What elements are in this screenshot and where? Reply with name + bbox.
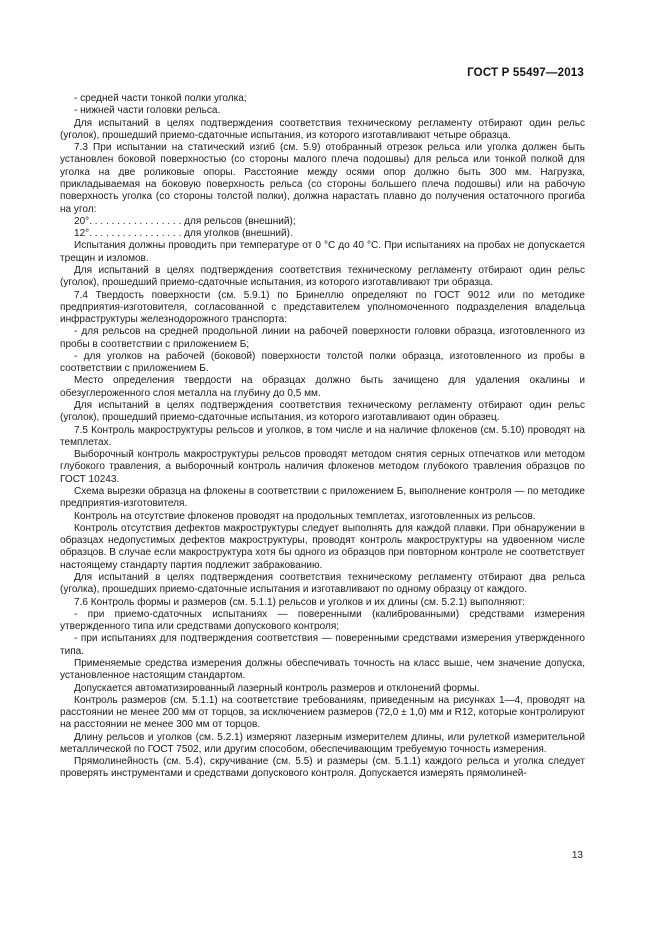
paragraph: Контроль отсутствия дефектов макроструктуры следует выполнять для каждой плавки. При обнаружении в образцах недопустимых дефектов макроструктуры, проводят контроль макроструктуры на удвоенном числе образцов. В случае если макроструктура хотя бы одного из образцов при повторном контроле не соответствует настоящему стандарту партия подлежит забракованию. (60, 522, 585, 571)
paragraph: Прямолинейность (см. 5.4), скручивание (см. 5.5) и размеры (см. 5.1.1) каждого рельса и уголка следует проверять инструментами и средствами допускового контроля. Допускается измерять прямолиней- (60, 756, 585, 780)
paragraph: Выборочный контроль макроструктуры рельсов проводят методом снятия серных отпечатков или методом глубокого травления, а выборочный контроль наличия флокенов методом глубокого травления образцов по ГОСТ 10243. (60, 449, 585, 485)
paragraph: - при испытаниях для подтверждения соответствия — поверенными средствами измерения утвержденного типа. (60, 633, 585, 657)
paragraph: 7.5 Контроль макроструктуры рельсов и уголков, в том числе и на наличие флокенов (см. 5.10) проводят на темплетах. (60, 424, 585, 448)
paragraph: 7.3 При испытании на статический изгиб (см. 5.9) отобранный отрезок рельса или уголка должен быть установлен боковой поверхностью (со стороны малого плеча подошвы) для рельса или тонкой полкой для уголка на две роликовые опоры. Расстояние между осями опор должно быть 300 мм. Нагрузка, прикладываемая на боковую поверхность рельса (со стороны большего плеча подошвы) или на рабочую поверхность уголка (со стороны толстой полки), должна нарастать плавно до получения остаточного прогиба на угол: (60, 142, 585, 215)
paragraph: 7.4 Твердость поверхности (см. 5.9.1) по Бринеллю определяют по ГОСТ 9012 или по методике предприятия-изготовителя, согласованной с представителем уполномоченного подразделения владельца инфраструктуры железнодорожного транспорта: (60, 289, 585, 326)
paragraph: Место определения твердости на образцах должно быть зачищено для удаления окалины и обезуглероженного слоя металла на глубину до 0,5 мм. (60, 375, 585, 399)
paragraph: - при приемо-сдаточных испытаниях — поверенными (калиброванными) средствами измерения утвержденного типа или средствами допускового контроля; (60, 608, 585, 633)
paragraph: Для испытаний в целях подтверждения соответствия техническому регламенту отбирают один рельс (уголок), прошедший приемо-сдаточные испытания, из которого изготавливают три образца. (60, 264, 585, 289)
paragraph: Применяемые средства измерения должны обеспечивать точность на класс выше, чем значение допуска, установленное настоящим стандартом. (60, 657, 585, 682)
paragraph: Для испытаний в целях подтверждения соответствия техническому регламенту отбирают один рельс (уголок), прошедший приемо-сдаточные испытания, из которого изготавливают один образец. (60, 400, 585, 424)
paragraph: Испытания должны проводить при температуре от 0 °С до 40 °С. При испытаниях на пробах не допускается трещин и изломов. (60, 240, 585, 264)
body-text (60, 93, 585, 781)
paragraph: 20°. . . . . . . . . . . . . . . . . для рельсов (внешний); (74, 215, 296, 227)
paragraph: 12°. . . . . . . . . . . . . . . . . для уголков (внешний). (74, 228, 293, 240)
paragraph: - средней части тонкой полки уголка; (74, 93, 247, 104)
paragraph: - для уголков на рабочей (боковой) поверхности толстой полки образца, изготовленного из пробы в соответствии с приложением Б. (60, 350, 585, 375)
paragraph: Для испытаний в целях подтверждения соответствия техническому регламенту отбирают два рельса (уголка), прошедших приемо-сдаточные испытания и изготавливают по одному образцу от каждого. (60, 571, 585, 596)
paragraph: Контроль размеров (см. 5.1.1) на соответствие требованиям, приведенным на рисунках 1—4, проводят на расстоянии не менее 200 мм от торцов, за исключением размеров (72,0 ± 1,0) мм и R12, которые контролируют на расстоянии не менее 300 мм от торцов. (60, 694, 585, 731)
paragraph: Контроль на отсутствие флокенов проводят на продольных темплетах, изготовленных из рельсов. (74, 510, 536, 522)
paragraph: - для рельсов на средней продольной линии на рабочей поверхности головки образца, изготовленного из пробы в соответствии с приложением Б; (60, 326, 585, 350)
standard-id-header: ГОСТ Р 55497—2013 (467, 67, 584, 79)
paragraph: Длину рельсов и уголков (см. 5.2.1) измеряют лазерным измерителем длины, или рулеткой измерительной металлической по ГОСТ 7502, или другим способом, обеспечивающим требуемую точность измерения. (60, 731, 585, 755)
paragraph: Для испытаний в целях подтверждения соответствия техническому регламенту отбирают один рельс (уголок), прошедший приемо-сдаточные испытания, из которого изготавливают четыре образца. (60, 117, 585, 141)
paragraph: 7.6 Контроль формы и размеров (см. 5.1.1) рельсов и уголков и их длины (см. 5.2.1) выполняют: (74, 596, 525, 608)
page-number: 13 (571, 850, 583, 861)
paragraph: Схема вырезки образца на флокены в соответствии с приложением Б, выполнение контроля — по методике предприятия-изготовителя. (60, 486, 585, 510)
paragraph: Допускается автоматизированный лазерный контроль размеров и отклонений формы. (74, 682, 480, 694)
paragraph: - нижней части головки рельса. (74, 105, 221, 117)
